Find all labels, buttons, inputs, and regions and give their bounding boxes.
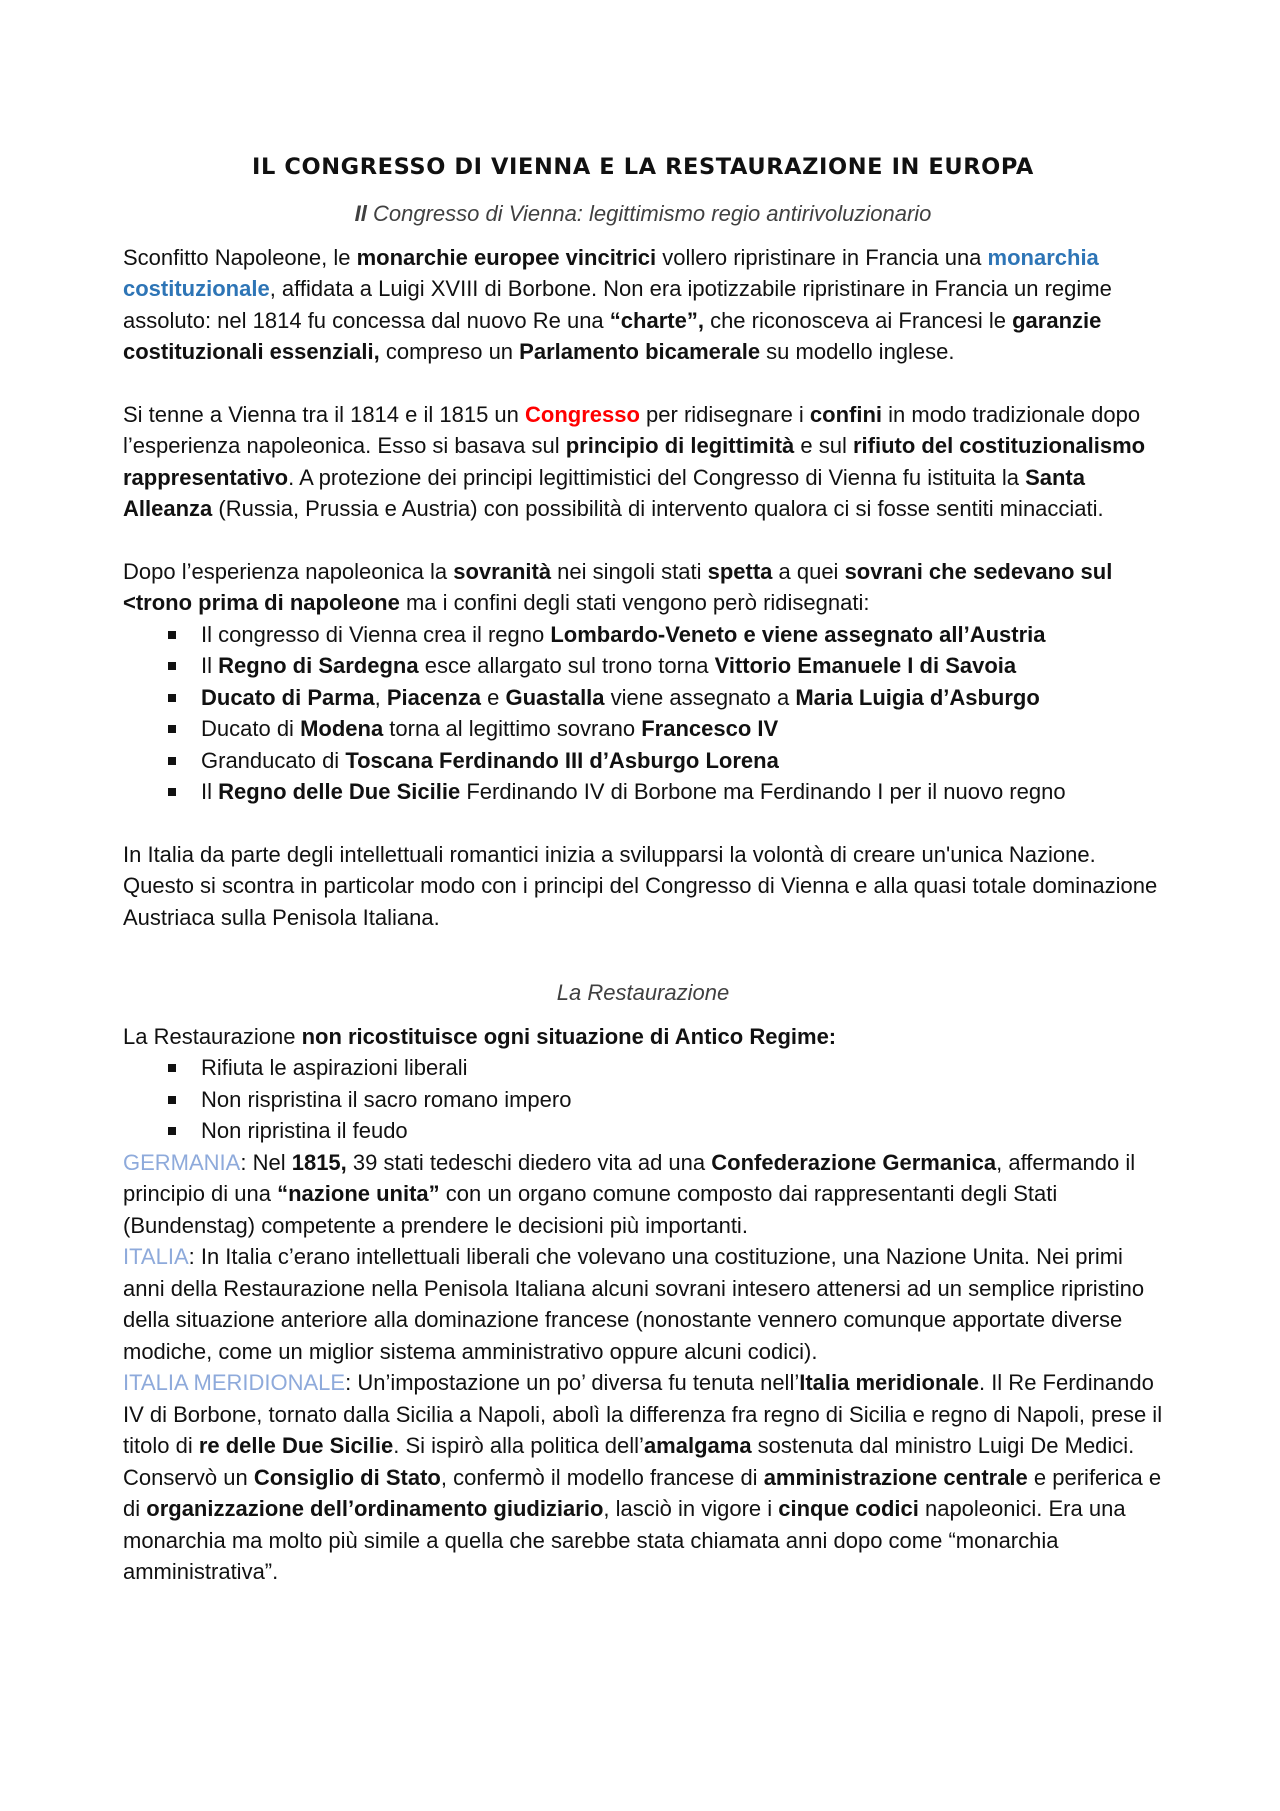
spacer — [123, 368, 1163, 399]
bold-text: rifiuto del costituzionalismo rappresentativo — [123, 433, 1146, 490]
label-germania: GERMANIA — [123, 1149, 241, 1175]
paragraph-sovranita — [123, 556, 1163, 619]
paragraph-napoleone — [123, 242, 1163, 368]
subtitle-lead: Il — [354, 201, 367, 226]
text: a quei — [772, 558, 845, 584]
subtitle-rest: Congresso di Vienna: legittimismo regio antirivoluzionario — [366, 201, 932, 226]
text: in modo tradizionale dopo l’esperienza napoleonica. Esso si basava sul — [123, 401, 1141, 458]
text: , affidata a Luigi XVIII di Borbone. Non era ipotizzabile ripristinare in Francia un regime assoluto: nel 1814 fu concessa dal nuovo Re una — [123, 276, 1112, 333]
label-italia: ITALIA — [123, 1244, 189, 1269]
text: . A protezione dei principi legittimistici del Congresso di Vienna fu istituita la — [288, 464, 1026, 490]
highlight-blue-text: monarchia costituzionale — [123, 244, 1099, 301]
bold-text: sovrani che sedevano sul <trono prima di napoleone — [123, 558, 1113, 615]
bold-text: Santa Alleanza — [123, 464, 1085, 521]
label-italia-meridionale: ITALIA MERIDIONALE — [123, 1370, 346, 1395]
text: Dopo l’esperienza napoleonica la — [123, 558, 454, 584]
text: compreso un — [379, 339, 520, 364]
list-item: Il congresso di Vienna crea il regno Lombardo-Veneto e viene assegnato all’Austria — [168, 619, 1163, 651]
text: La Restaurazione — [123, 1023, 302, 1049]
list-restaurazione — [123, 1052, 1163, 1147]
list-item: Ducato di Parma, Piacenza e Guastalla viene assegnato a Maria Luigia d’Asburgo — [168, 682, 1163, 714]
bold-text: principio di legittimità — [565, 433, 795, 458]
text: Sconfitto Napoleone, le — [123, 244, 357, 270]
section-heading-congresso — [123, 198, 1163, 230]
paragraph-germania: GERMANIA: Nel 1815, 39 stati tedeschi diedero vita ad una Confederazione Germanica, affermando il principio di una “nazione unita” con un organo comune composto dai rappresentanti degli Stati (Bundenstag) competente a prendere le decisioni più importanti. — [123, 1149, 1136, 1238]
list-item: Rifiuta le aspirazioni liberali — [168, 1052, 1163, 1084]
document-body — [123, 150, 1163, 1588]
bold-text: sovranità — [453, 558, 552, 584]
text: (Russia, Prussia e Austria) con possibilità di intervento qualora ci si fosse sentiti minacciati. — [212, 496, 1104, 521]
spacer — [123, 808, 1163, 839]
list-item: Granducato di Toscana Ferdinando III d’Asburgo Lorena — [168, 745, 1163, 777]
document-title: IL CONGRESSO DI VIENNA E LA RESTAURAZIONE IN EUROPA — [252, 154, 1034, 180]
list-item: Il Regno di Sardegna esce allargato sul trono torna Vittorio Emanuele I di Savoia — [168, 650, 1163, 682]
bold-text: confini — [809, 401, 883, 427]
paragraph-italia: ITALIA: In Italia c’erano intellettuali liberali che volevano una costituzione, una Nazione Unita. Nei primi anni della Restaurazione nella Penisola Italiana alcuni sovrani intesero attenersi ad un semplice ripristino della situazione anteriore alla dominazione francese (nonostante vennero comunque apportate diverse modiche, come un miglior sistema amministrativo oppure alcuni codici). — [123, 1244, 1145, 1364]
highlight-red-text: Congresso — [525, 401, 640, 427]
text: per ridisegnare i — [639, 401, 810, 427]
bold-text: monarchie europee vincitrici — [356, 244, 657, 270]
spacer — [123, 933, 1163, 977]
list-item: Non ripristina il feudo — [168, 1115, 1163, 1147]
paragraph-congresso — [123, 399, 1163, 525]
bold-text: spetta — [707, 558, 773, 584]
paragraph-restaurazione — [123, 1021, 1163, 1053]
bold-text: Parlamento bicamerale — [519, 339, 761, 364]
bold-text: garanzie costituzionali essenziali, — [123, 307, 1102, 364]
bold-text: non ricostituisce ogni situazione di Antico Regime: — [301, 1023, 837, 1049]
list-item: Il Regno delle Due Sicilie Ferdinando IV di Borbone ma Ferdinando I per il nuovo regno — [168, 776, 1163, 808]
bold-text: “charte”, — [609, 307, 704, 333]
text: vollero ripristinare in Francia una — [656, 244, 988, 270]
text: su modello inglese. — [760, 339, 955, 364]
paragraph-italia-nazione: In Italia da parte degli intellettuali romantici inizia a svilupparsi la volontà di creare un'unica Nazione. Questo si scontra in particolar modo con i principi del Congresso di Vienna e alla quasi totale dominazione Austriaca sulla Penisola Italiana. — [123, 841, 1158, 930]
list-item: Ducato di Modena torna al legittimo sovrano Francesco IV — [168, 713, 1163, 745]
text: e sul — [794, 433, 853, 458]
section-heading-restaurazione: La Restaurazione — [556, 980, 730, 1005]
paragraph-italia-meridionale: ITALIA MERIDIONALE: Un’impostazione un po’ diversa fu tenuta nell’Italia meridionale. Il Re Ferdinando IV di Borbone, tornato dalla Sicilia a Napoli, abolì la differenza fra regno di Sicilia e regno di Napoli, prese il titolo di re delle Due Sicilie. Si ispirò alla politica dell’amalgama sostenuta dal ministro Luigi De Medici. Conservò un Consiglio di Stato, confermò il modello francese di amministrazione centrale e periferica e di organizzazione dell’ordinamento giudiziario, lasciò in vigore i cinque codici napoleonici. Era una monarchia ma molto più simile a quella che sarebbe stata chiamata anni dopo come “monarchia amministrativa”. — [123, 1370, 1163, 1584]
text: ma i confini degli stati vengono però ridisegnati: — [399, 590, 870, 615]
list-territories — [123, 619, 1163, 808]
text: nei singoli stati — [551, 558, 708, 584]
text: che riconosceva ai Francesi le — [703, 307, 1013, 333]
spacer — [123, 525, 1163, 556]
text: Si tenne a Vienna tra il 1814 e il 1815 un — [123, 401, 526, 427]
list-item: Non rispristina il sacro romano impero — [168, 1084, 1163, 1116]
